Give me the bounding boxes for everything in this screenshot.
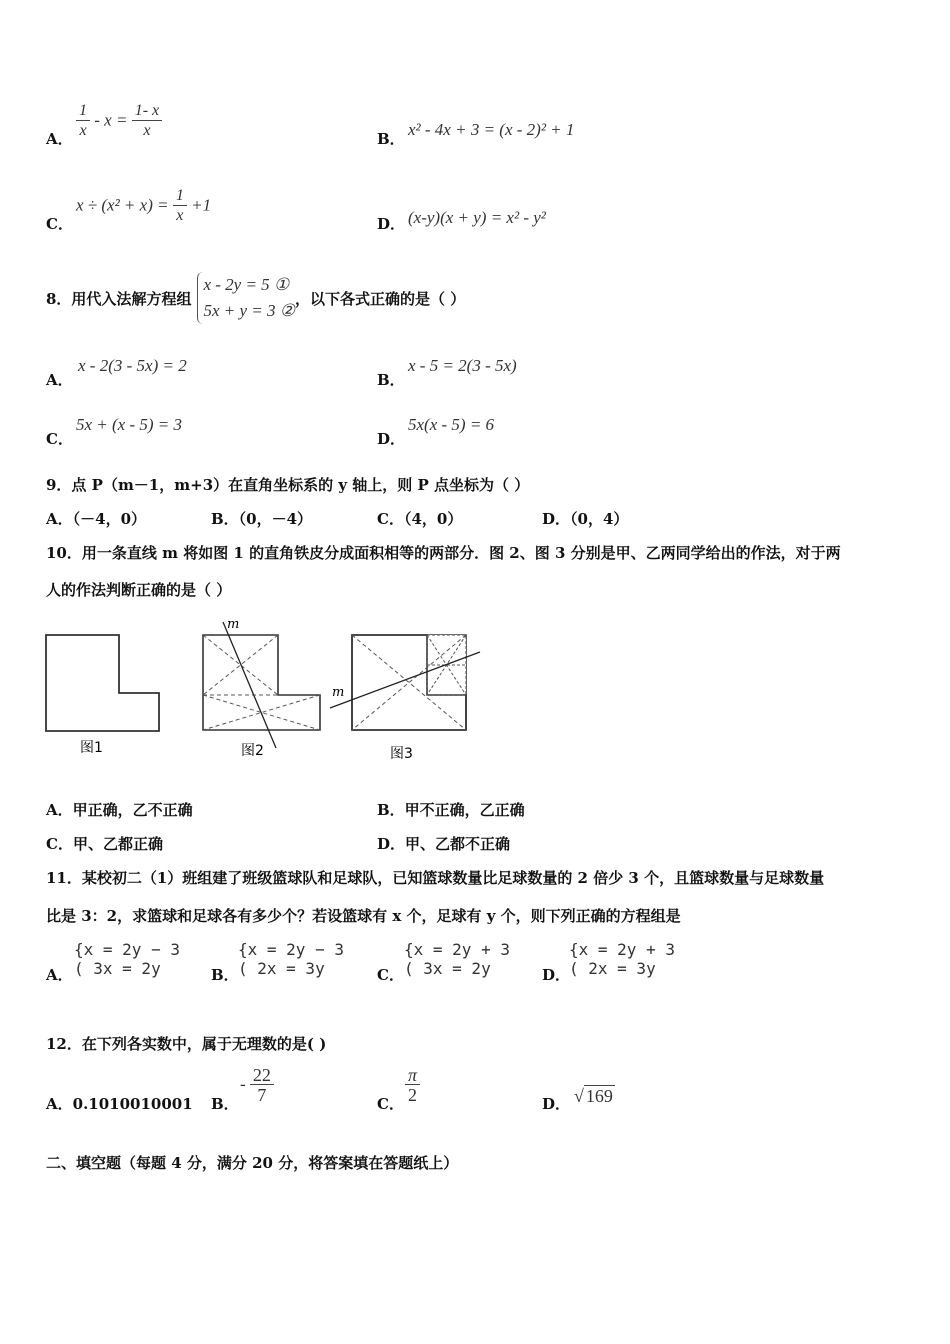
fig3-line-label: m — [332, 685, 345, 700]
frac-den: 2 — [408, 1085, 418, 1105]
eq1: x = 2y + 3 — [578, 940, 675, 959]
expr-mid: - x = — [94, 110, 128, 130]
q11-stem-line1: 11．某校初二（1）班组建了班级篮球队和足球队，已知篮球数量比足球数量的 2 倍少 3 个，且篮球数量与足球数量 — [46, 869, 825, 887]
eq2: 3x = 2y — [423, 959, 491, 978]
q11-option-a-system: {x = 2y − 3 ( 3x = 2y — [74, 940, 180, 978]
frac-num: 1 — [173, 187, 187, 206]
radicand: 169 — [585, 1086, 613, 1106]
q12-option-d-label: D． — [542, 1095, 571, 1113]
fig3-shape — [330, 635, 480, 730]
eq2: 3x = 2y — [93, 959, 161, 978]
frac-den: x — [79, 122, 87, 139]
eq1: x = 2y − 3 — [247, 940, 344, 959]
frac-den: 7 — [257, 1085, 267, 1105]
q8-option-b-expr: x - 5 = 2(3 - 5x) — [408, 356, 517, 375]
eq1: x = 2y − 3 — [83, 940, 180, 959]
q7-option-a-expr — [76, 102, 162, 141]
q8-eq1: x - 2y = 5 ① — [203, 275, 290, 294]
q8-prefix: 8．用代入法解方程组 — [46, 289, 192, 308]
q8-option-d-expr: 5x(x - 5) = 6 — [408, 415, 495, 434]
expr-right: +1 — [191, 195, 212, 215]
q11-option-d-system: {x = 2y + 3 ( 2x = 3y — [569, 940, 675, 978]
q8-suffix: ，以下各式正确的是（ ） — [294, 289, 466, 308]
fig3-caption: 图3 — [390, 746, 413, 762]
q11-option-b-system: {x = 2y − 3 ( 2x = 3y — [238, 940, 344, 978]
q7-option-d-expr: (x-y)(x + y) = x² - y² — [408, 208, 546, 227]
q8-eq2: 5x + y = 3 ② — [203, 301, 295, 320]
q12-stem: 12．在下列各实数中，属于无理数的是( ) — [46, 1035, 327, 1053]
q8-option-c-label: C． — [46, 430, 73, 448]
frac-num: π — [405, 1066, 420, 1085]
section-2-heading: 二、填空题（每题 4 分，满分 20 分，将答案填在答题纸上） — [46, 1154, 459, 1172]
q12-option-b-label: B． — [211, 1095, 239, 1113]
q12-option-c-expr — [405, 1066, 420, 1105]
q7-option-a-label: A． — [46, 130, 73, 148]
q8-option-d-label: D． — [377, 430, 406, 448]
fig1-shape — [46, 635, 159, 731]
q11-option-a-label: A． — [46, 966, 73, 984]
fig2-line-label: m — [227, 617, 240, 632]
q11-option-b-label: B． — [211, 966, 239, 984]
q10-option-b: B．甲不正确，乙正确 — [377, 801, 525, 819]
q10-option-c: C．甲、乙都正确 — [46, 835, 163, 853]
eq2: 2x = 3y — [588, 959, 656, 978]
q10-figures — [40, 610, 490, 770]
q11-stem-line2: 比是 3：2，求篮球和足球各有多少个？若设篮球有 x 个，足球有 y 个，则下列正确的方程组是 — [46, 907, 681, 925]
q8-option-b-label: B． — [377, 371, 405, 389]
q8-stem — [46, 272, 465, 324]
q7-option-c-label: C． — [46, 215, 73, 233]
q8-equation-system — [197, 272, 295, 324]
q12-option-b-expr — [240, 1066, 274, 1105]
q11-option-c-system: {x = 2y + 3 ( 3x = 2y — [404, 940, 510, 978]
frac-num: 22 — [250, 1066, 274, 1085]
q12-option-d-expr — [574, 1086, 615, 1107]
q11-option-c-label: C． — [377, 966, 404, 984]
q10-stem-line1: 10．用一条直线 m 将如图 1 的直角铁皮分成面积相等的两部分．图 2、图 3 分别是甲、乙两同学给出的作法，对于两 — [46, 544, 841, 562]
q12-option-c-label: C． — [377, 1095, 404, 1113]
frac-den: x — [143, 122, 151, 139]
fig2-shape — [203, 622, 320, 748]
q8-option-c-expr: 5x + (x - 5) = 3 — [76, 415, 183, 434]
q10-option-a: A．甲正确，乙不正确 — [46, 801, 193, 819]
q7-option-c-expr — [76, 187, 211, 226]
q9-option-b: B．（0，－4） — [211, 510, 313, 528]
frac-num: 1 — [76, 102, 90, 121]
sqrt-icon: √ — [574, 1086, 584, 1106]
q11-option-d-label: D． — [542, 966, 571, 984]
frac-den: x — [176, 207, 184, 224]
q7-option-d-label: D． — [377, 215, 406, 233]
expr-left: x ÷ (x² + x) = — [76, 195, 169, 215]
q9-stem: 9．点 P（m－1，m+3）在直角坐标系的 y 轴上，则 P 点坐标为（ ） — [46, 476, 530, 494]
q9-option-a: A．（－4，0） — [46, 510, 147, 528]
q10-stem-line2: 人的作法判断正确的是（ ） — [46, 581, 232, 599]
q7-option-b-expr: x² - 4x + 3 = (x - 2)² + 1 — [408, 120, 575, 139]
eq1: x = 2y + 3 — [413, 940, 510, 959]
q10-option-d: D．甲、乙都不正确 — [377, 835, 511, 853]
q9-option-c: C．（4，0） — [377, 510, 463, 528]
q9-option-d: D．（0，4） — [542, 510, 629, 528]
b-sign: - — [240, 1074, 246, 1094]
q8-option-a-expr: x - 2(3 - 5x) = 2 — [78, 356, 187, 375]
eq2: 2x = 3y — [257, 959, 325, 978]
q7-option-b-label: B． — [377, 130, 405, 148]
fig2-caption: 图2 — [241, 743, 264, 759]
q8-option-a-label: A． — [46, 371, 73, 389]
frac-num: 1- x — [132, 102, 162, 121]
q12-option-a: A．0.1010010001 — [46, 1095, 193, 1113]
fig1-caption: 图1 — [80, 740, 103, 756]
